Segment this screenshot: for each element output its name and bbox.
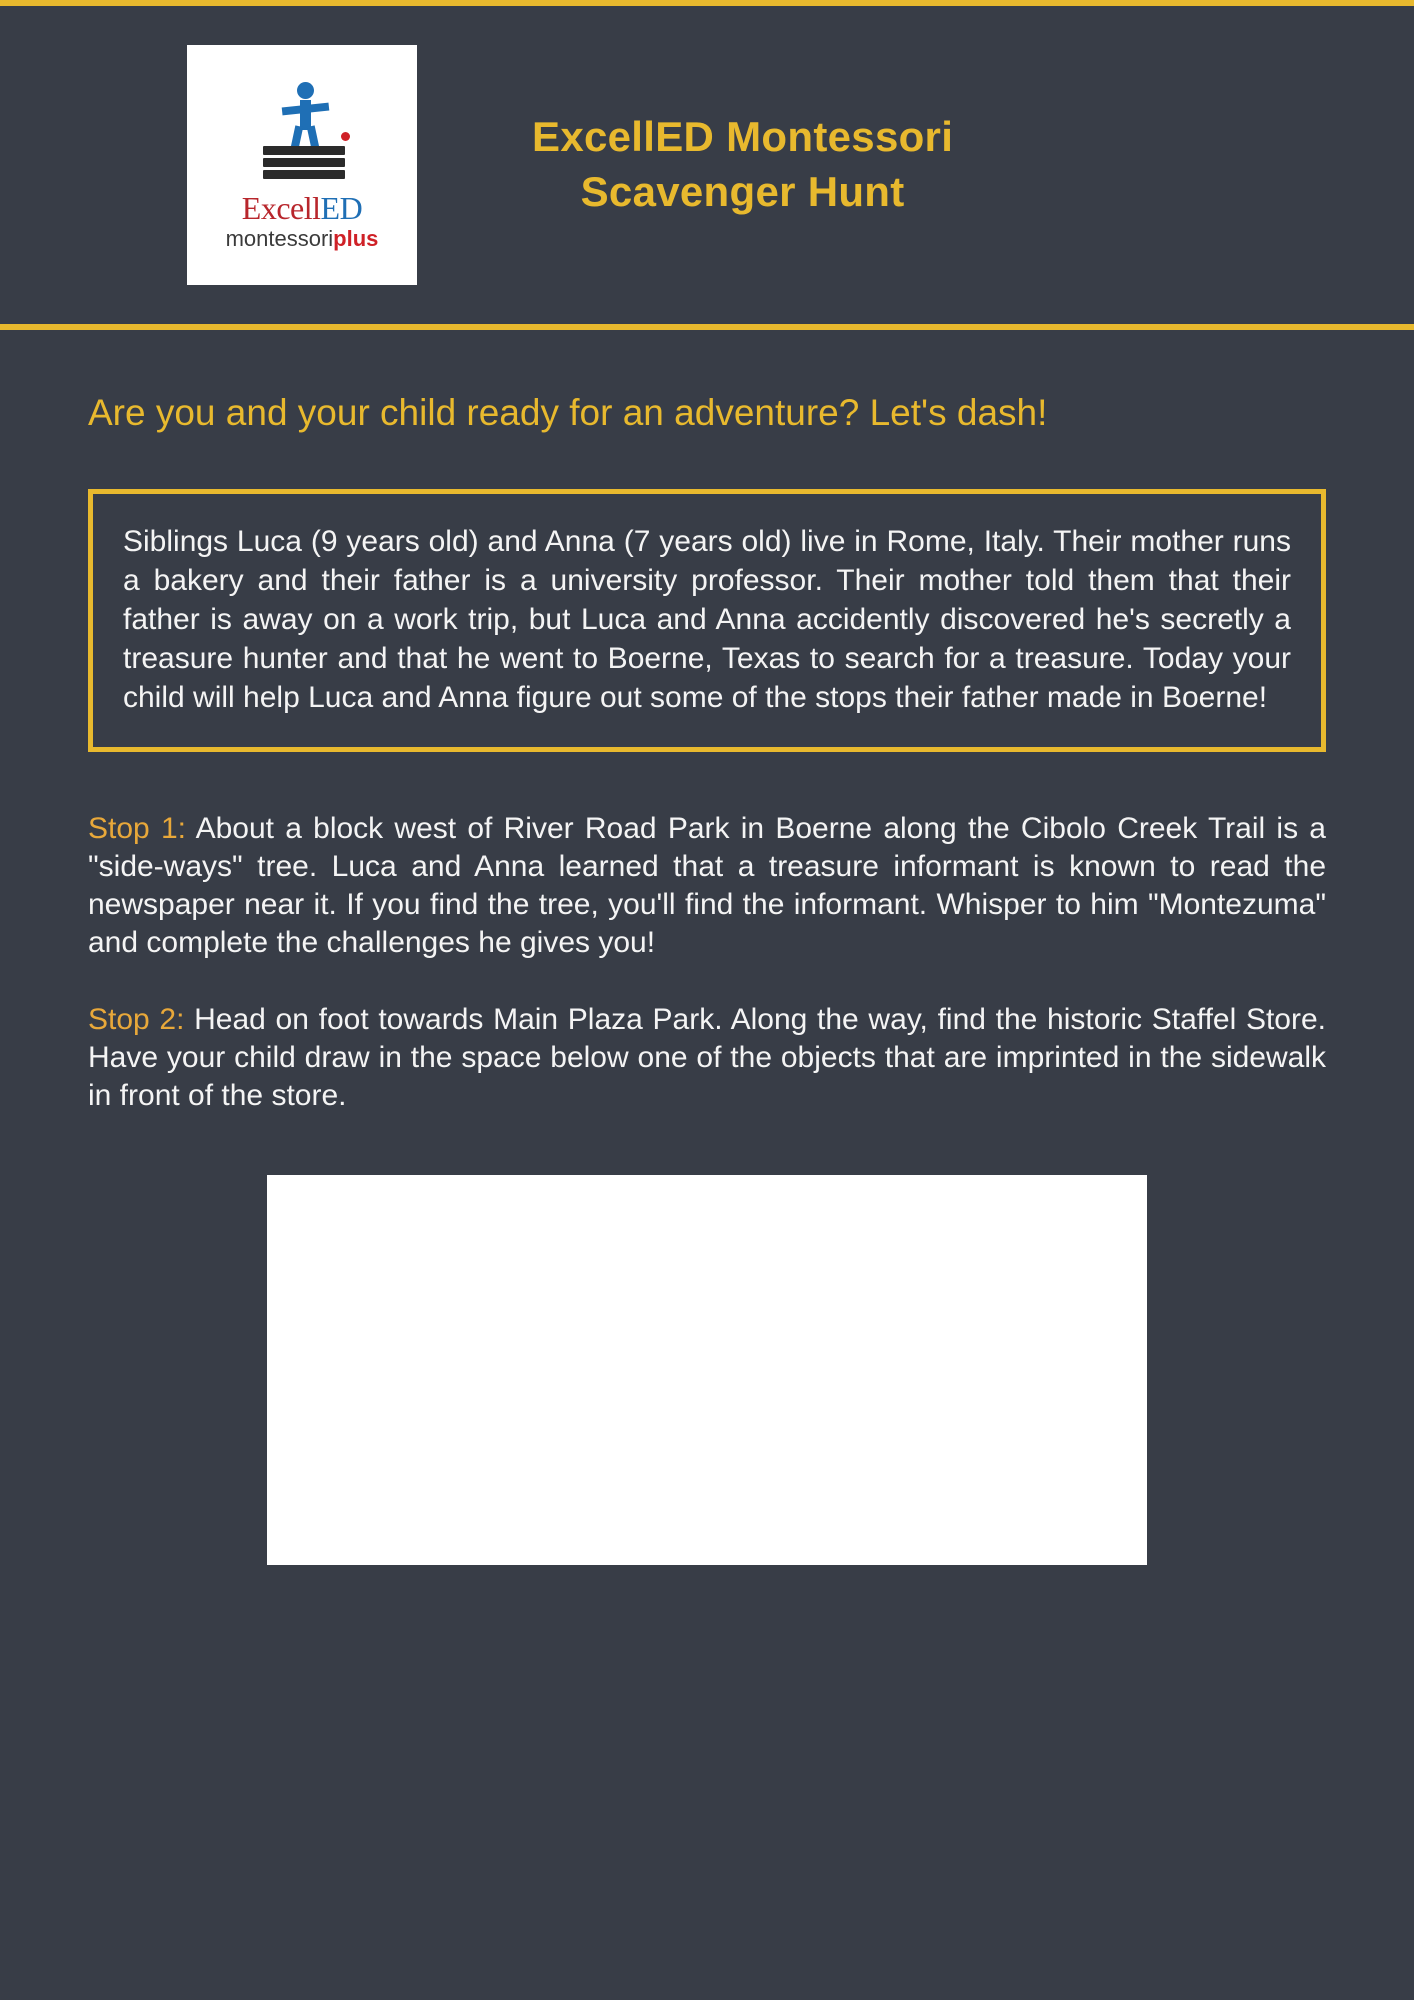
book-icon-bottom (263, 170, 345, 179)
stop-2-text: Head on foot towards Main Plaza Park. Along the way, find the historic Staffel Store. Have your child draw in the space below one of the objects that are imprinted in the sidewalk in front of the store. (88, 1003, 1326, 1113)
page-content (0, 390, 1414, 1565)
story-text: Siblings Luca (9 years old) and Anna (7 years old) live in Rome, Italy. Their mother runs a bakery and their father is a university professor. Their mother told them that their father is away on a work trip, but Luca and Anna accidently discovered he's secretly a treasure hunter and that he went to Boerne, Texas to search for a treasure. Today your child will help Luca and Anna figure out some of the stops their father made in Boerne! (123, 525, 1291, 715)
stop-1-label: Stop 1: (88, 812, 186, 846)
student-on-books-icon (237, 78, 367, 188)
page-header (0, 0, 1414, 330)
logo-wordmark-primary (241, 189, 363, 226)
figure-leg-right (307, 125, 319, 148)
figure-leg-left (291, 125, 303, 148)
page-title-line-2: Scavenger Hunt (580, 168, 905, 215)
drawing-area[interactable] (267, 1175, 1147, 1565)
logo-text-ed: ED (320, 189, 363, 226)
figure-head (297, 82, 314, 99)
stop-2-paragraph (88, 1001, 1326, 1114)
stop-1-text: About a block west of River Road Park in Boerne along the Cibolo Creek Trail is a "side-ways" tree. Luca and Anna learned that a treasure informant is known to read the newspaper near it. If you find the tree, you'll find the informant. Whisper to him "Montezuma" and complete the challenges he gives you! (88, 812, 1326, 959)
intro-question: Are you and your child ready for an adventure? Let's dash! (88, 392, 1048, 433)
logo-text-excell: Excell (241, 189, 321, 226)
stop-1-paragraph (88, 810, 1326, 961)
book-icon-middle (263, 158, 345, 167)
story-callout-box (88, 489, 1326, 752)
page-title-line-1: ExcellED Montessori (532, 113, 954, 161)
logo-text-plus: plus (333, 225, 379, 251)
logo-text-montessori: montessori (225, 225, 334, 251)
figure-body (300, 100, 311, 130)
page-title (532, 110, 953, 219)
logo-wordmark-secondary (226, 226, 379, 252)
book-icon-top (263, 146, 345, 155)
logo (187, 45, 417, 285)
red-dot-icon (341, 132, 350, 141)
stop-2-label: Stop 2: (88, 1003, 185, 1037)
